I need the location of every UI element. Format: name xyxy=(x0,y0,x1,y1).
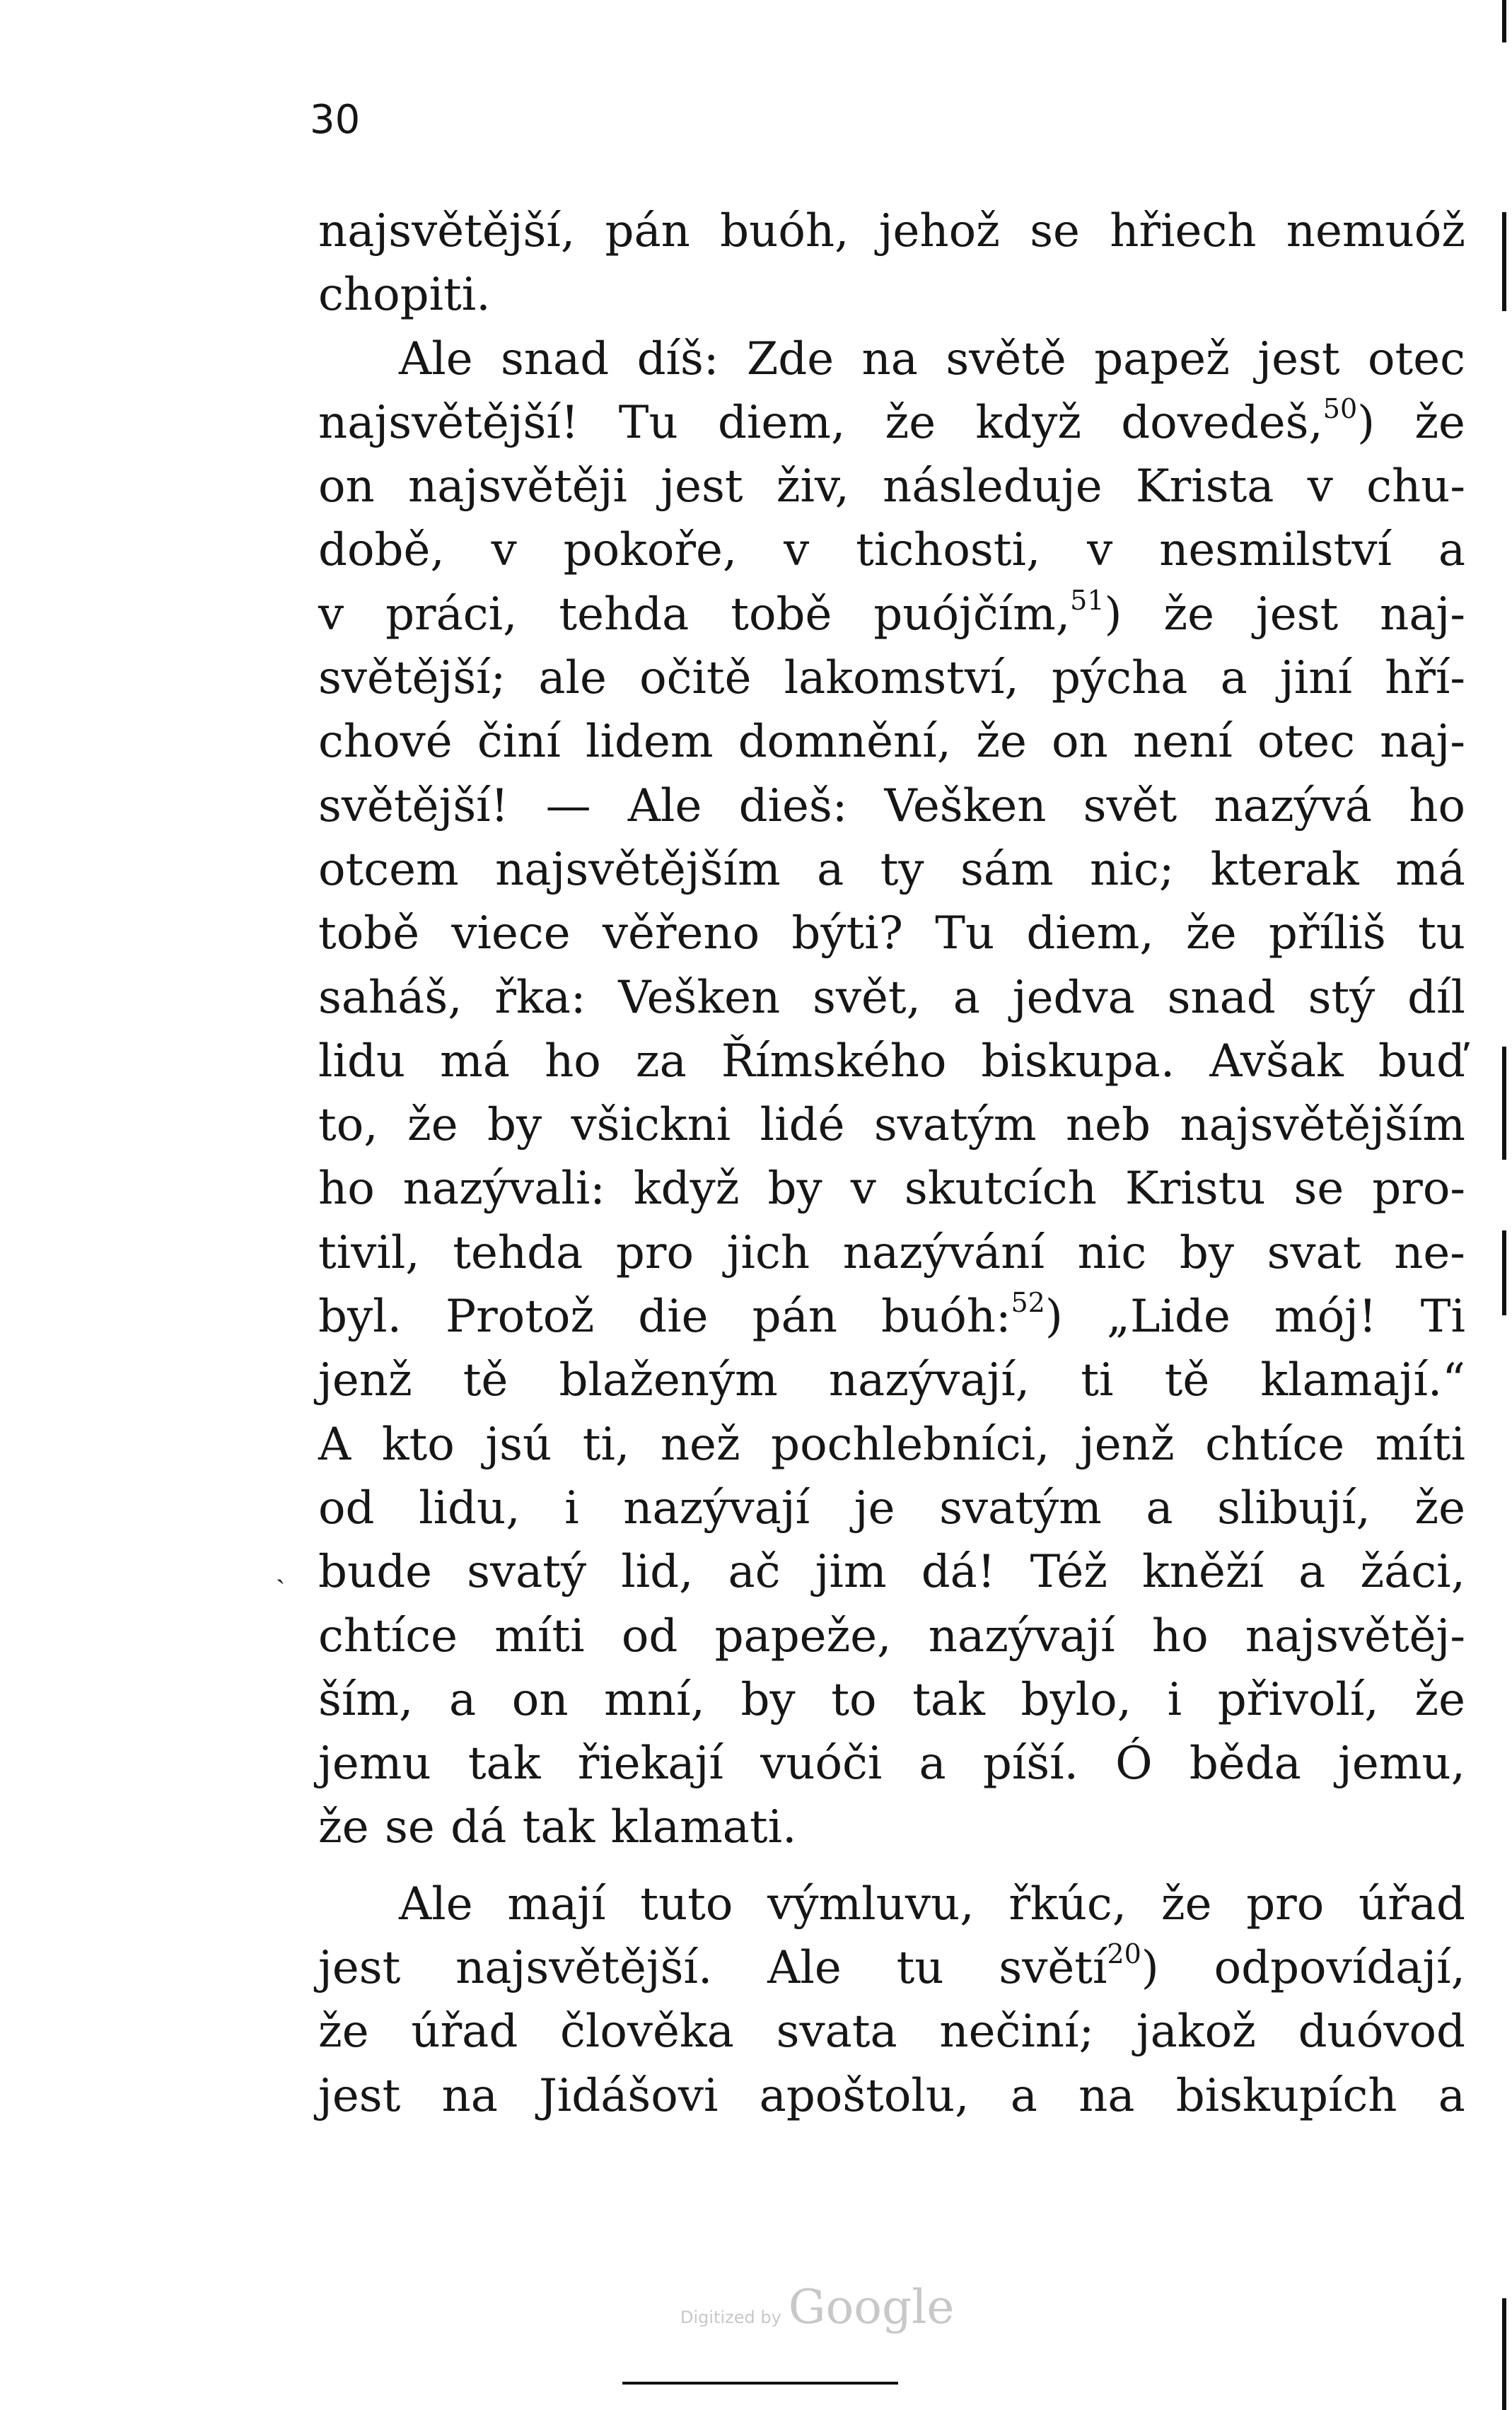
word: očitě xyxy=(639,652,752,705)
word: živ, xyxy=(776,460,849,513)
word: a xyxy=(1220,652,1248,705)
word: Tu xyxy=(618,396,678,449)
edge-rule-lower xyxy=(1502,1230,1506,1315)
word: Jidášovi xyxy=(539,2069,719,2122)
word: najsvětějším xyxy=(495,843,781,896)
word: a xyxy=(953,971,980,1024)
watermark-brand: Google xyxy=(788,2280,955,2334)
text-line xyxy=(318,455,1465,518)
word: bylo, xyxy=(1020,1673,1132,1726)
word: svatý xyxy=(467,1546,587,1599)
word: že xyxy=(1414,1481,1465,1535)
word: jest xyxy=(661,460,743,513)
text-line xyxy=(318,199,1465,263)
word: když xyxy=(633,1163,740,1216)
word: že xyxy=(1161,1878,1212,1931)
word: a xyxy=(1298,1546,1326,1599)
word: světí$^{20}$) xyxy=(999,1938,1159,1995)
word: buóh, xyxy=(720,205,849,257)
word: ne- xyxy=(1394,1226,1465,1279)
word: ho xyxy=(1151,1609,1209,1663)
word: a xyxy=(1438,2069,1465,2122)
word: pán xyxy=(605,205,690,257)
digitized-watermark xyxy=(680,2280,977,2334)
word: papeže, xyxy=(714,1609,892,1663)
word: tak xyxy=(467,1737,541,1791)
margin-mark: ˎ xyxy=(276,1552,286,1585)
word: snad xyxy=(1167,971,1276,1024)
word: od xyxy=(621,1609,678,1663)
word: die xyxy=(638,1291,709,1344)
footnote-ref: 50 xyxy=(1322,392,1358,424)
word: puójčím,$^{51}$) xyxy=(873,584,1122,641)
edge-rule-upper xyxy=(1502,212,1506,311)
word: Římského xyxy=(721,1035,947,1088)
word: klamati. xyxy=(610,1801,797,1854)
word: že xyxy=(318,1801,369,1854)
word: mní, xyxy=(604,1673,705,1726)
word: „Lide xyxy=(1106,1291,1231,1344)
word: pro- xyxy=(1372,1163,1465,1216)
word: světější; xyxy=(318,652,506,705)
word: pán xyxy=(752,1291,837,1344)
edge-rule-bottom xyxy=(1502,2298,1506,2410)
word: že xyxy=(1414,396,1465,449)
word: by xyxy=(767,1163,822,1216)
word: chové xyxy=(318,716,453,769)
word: Ale xyxy=(399,332,473,385)
text-line xyxy=(318,966,1465,1030)
word: v xyxy=(1087,524,1113,577)
word: že xyxy=(1186,907,1237,960)
word: a xyxy=(1146,1481,1173,1535)
word: pokoře, xyxy=(563,524,738,577)
text-line xyxy=(318,583,1465,646)
word: se xyxy=(1293,1163,1344,1216)
word: jehož xyxy=(878,205,1000,257)
footer-rule xyxy=(622,2382,898,2385)
word: papež xyxy=(1094,332,1230,385)
word: nic xyxy=(1077,1226,1147,1279)
word: řiekají xyxy=(577,1737,723,1791)
word: než xyxy=(660,1418,740,1471)
text-line xyxy=(318,1285,1465,1349)
word: má xyxy=(1395,843,1465,896)
word: jiní xyxy=(1279,652,1352,705)
word: jich xyxy=(726,1226,810,1279)
word: věřeno xyxy=(602,907,760,960)
word: najsvětější! xyxy=(318,396,579,449)
word: sám xyxy=(960,843,1054,896)
word: jakož xyxy=(1136,2006,1256,2059)
word: svatým xyxy=(873,1099,1037,1152)
word: je xyxy=(854,1481,895,1535)
word: nečiní; xyxy=(939,2006,1095,2059)
word: nazývají xyxy=(623,1481,810,1535)
word: se xyxy=(1030,205,1080,257)
word: jim xyxy=(815,1546,887,1599)
text-line xyxy=(318,1030,1465,1093)
word: že xyxy=(1163,588,1214,641)
word: mój! xyxy=(1274,1291,1377,1344)
word: světě xyxy=(946,332,1066,385)
word: otec xyxy=(1367,332,1465,385)
word: žáci, xyxy=(1360,1546,1465,1599)
word: píší. xyxy=(982,1737,1078,1791)
word: bude xyxy=(318,1546,433,1599)
text-line xyxy=(318,1093,1465,1157)
word: úřad xyxy=(411,2006,518,2059)
word: lakomství, xyxy=(784,652,1019,705)
word: Ale xyxy=(767,1942,842,1995)
word: míti xyxy=(494,1609,585,1663)
word: Protož xyxy=(446,1291,595,1344)
word: tuto xyxy=(640,1878,733,1931)
word: klamají.“ xyxy=(1260,1354,1465,1407)
word: i xyxy=(1167,1673,1182,1726)
word: tichosti, xyxy=(856,524,1041,577)
word: světější! xyxy=(318,779,509,832)
word: pýcha xyxy=(1052,652,1188,705)
word: díš: xyxy=(636,332,719,385)
word: že xyxy=(885,396,936,449)
word: tak xyxy=(522,1801,595,1854)
word: tě xyxy=(1164,1354,1210,1407)
word: chtíce xyxy=(318,1609,458,1663)
word: dá! xyxy=(921,1546,996,1599)
word: Kristu xyxy=(1124,1163,1266,1216)
word: tu xyxy=(896,1942,944,1995)
word: viece xyxy=(451,907,571,960)
word: blaženým xyxy=(559,1354,778,1407)
word: to xyxy=(831,1673,877,1726)
word: Ale xyxy=(399,1878,473,1931)
word: jest xyxy=(1257,332,1340,385)
word: hřiech xyxy=(1110,205,1257,257)
word: nesmilství xyxy=(1159,524,1392,577)
word: jemu, xyxy=(1338,1737,1465,1791)
text-line xyxy=(318,2064,1465,2128)
word: pochlebníci, xyxy=(771,1418,1050,1471)
word: mají xyxy=(507,1878,606,1931)
word: člověka xyxy=(560,2006,734,2059)
word: jest xyxy=(318,1942,401,1995)
word: ti xyxy=(1081,1354,1114,1407)
word: příliš xyxy=(1268,907,1386,960)
text-line xyxy=(318,2000,1465,2063)
word: Vešken xyxy=(618,971,781,1024)
word: že xyxy=(1414,1673,1465,1726)
word: Krista xyxy=(1135,460,1274,513)
word: hří- xyxy=(1385,652,1465,705)
text-line xyxy=(318,1795,1465,1859)
word: míti xyxy=(1375,1418,1465,1471)
word: to, xyxy=(318,1099,378,1152)
word: dá xyxy=(450,1801,507,1854)
footnote-ref: 20 xyxy=(1107,1938,1141,1970)
word: slibují, xyxy=(1217,1481,1371,1535)
word: jsú xyxy=(485,1418,552,1471)
word: on xyxy=(1052,716,1108,769)
word: Avšak xyxy=(1209,1035,1344,1088)
word: ho xyxy=(545,1035,601,1088)
edge-rule-top xyxy=(1502,0,1506,42)
word: že xyxy=(976,716,1027,769)
word: diem, xyxy=(1026,907,1154,960)
word: ším, xyxy=(318,1673,414,1726)
word: — xyxy=(545,779,591,832)
word: lid, xyxy=(621,1546,694,1599)
word: a xyxy=(1010,2069,1037,2122)
word: jedva xyxy=(1012,971,1135,1024)
word: díl xyxy=(1407,971,1465,1024)
word: nazývá xyxy=(1214,779,1373,832)
word: najsvětějším xyxy=(1180,1099,1465,1152)
word: lidé xyxy=(760,1099,845,1152)
word: svata xyxy=(776,2006,897,2059)
word: na xyxy=(441,2069,498,2122)
word: jest xyxy=(318,2069,401,2122)
page-number: 30 xyxy=(310,97,361,143)
word: otcem xyxy=(318,843,459,896)
word: v xyxy=(318,588,344,641)
text-line xyxy=(318,710,1465,774)
word: byl. xyxy=(318,1291,402,1344)
word: všickni xyxy=(571,1099,731,1152)
text-line xyxy=(318,1349,1465,1412)
word: jest xyxy=(1255,588,1339,641)
word: odpovídají, xyxy=(1214,1942,1465,1995)
word: by xyxy=(1179,1226,1234,1279)
word: najsvětější. xyxy=(455,1942,713,1995)
word: nic; xyxy=(1090,843,1175,896)
text-line xyxy=(318,1732,1465,1795)
word: najsvětěj- xyxy=(1245,1609,1465,1663)
word: by xyxy=(740,1673,796,1726)
word: tivil, xyxy=(318,1226,420,1279)
word: pro xyxy=(1246,1878,1325,1931)
word: svatým xyxy=(939,1481,1102,1535)
word: a xyxy=(448,1673,477,1726)
word: činí xyxy=(477,716,561,769)
word: chopiti. xyxy=(318,269,491,322)
word: Tu xyxy=(935,907,995,960)
text-line xyxy=(318,1605,1465,1668)
word: tě xyxy=(463,1354,508,1407)
word: v xyxy=(491,524,517,577)
word: ty xyxy=(880,843,924,896)
word: výmluvu, xyxy=(767,1878,975,1931)
text-line xyxy=(318,1936,1465,2000)
word: otec xyxy=(1257,716,1355,769)
watermark-prefix: Digitized by xyxy=(680,2307,781,2327)
word: on xyxy=(318,460,375,513)
word: že xyxy=(407,1099,458,1152)
word: Ti xyxy=(1420,1291,1465,1344)
text-line xyxy=(318,838,1465,902)
word: a xyxy=(919,1737,946,1791)
word: najsvětěji xyxy=(408,460,627,513)
word: diem, xyxy=(717,396,846,449)
footnote-ref: 52 xyxy=(1011,1287,1045,1319)
word: i xyxy=(564,1481,579,1535)
word: se xyxy=(384,1801,435,1854)
text-line xyxy=(318,263,1465,327)
word: kto xyxy=(381,1418,455,1471)
word: snad xyxy=(500,332,610,385)
footnote-ref: 51 xyxy=(1070,584,1105,616)
word: jenž xyxy=(318,1354,412,1407)
word: není xyxy=(1132,716,1233,769)
word: dieš: xyxy=(738,779,848,832)
word: lidu xyxy=(318,1035,406,1088)
word: tu xyxy=(1417,907,1465,960)
word: on xyxy=(511,1673,569,1726)
text-line xyxy=(318,1668,1465,1732)
word: řkúc, xyxy=(1008,1878,1127,1931)
word: tehda xyxy=(559,588,690,641)
word: na xyxy=(1078,2069,1135,2122)
word: apoštolu, xyxy=(759,2069,970,2122)
word: stý xyxy=(1308,971,1376,1024)
word: ho xyxy=(1409,779,1465,832)
body-text xyxy=(318,199,1465,2128)
word: době, xyxy=(318,524,445,577)
word: lidu, xyxy=(419,1481,521,1535)
word: duóvod xyxy=(1298,2006,1465,2059)
word: ale xyxy=(538,652,607,705)
word: dovedeš,$^{50}$) xyxy=(1121,392,1376,449)
word: kterak xyxy=(1210,843,1359,896)
word: nazývání xyxy=(842,1226,1045,1279)
word: saháš, xyxy=(318,971,463,1024)
word: by xyxy=(487,1099,542,1152)
word: biskupa. xyxy=(981,1035,1175,1088)
word: tehda xyxy=(453,1226,583,1279)
word: buóh:$^{52}$) xyxy=(881,1287,1063,1344)
word: od xyxy=(318,1481,375,1535)
word: Též xyxy=(1030,1546,1107,1599)
word: pro xyxy=(615,1226,694,1279)
word: naj- xyxy=(1380,716,1465,769)
word: Vešken xyxy=(884,779,1047,832)
word: nazývají xyxy=(928,1609,1115,1663)
word: tak xyxy=(912,1673,985,1726)
text-line xyxy=(318,327,1465,391)
word: má xyxy=(440,1035,511,1088)
word: ti, xyxy=(582,1418,630,1471)
word: ač xyxy=(728,1546,781,1599)
word: jenž xyxy=(1080,1418,1175,1471)
word: Ale xyxy=(627,779,702,832)
word: v xyxy=(784,524,810,577)
word: nazývali: xyxy=(402,1163,605,1216)
text-line xyxy=(318,902,1465,965)
text-line xyxy=(318,1413,1465,1477)
word: svat xyxy=(1267,1226,1361,1279)
text-line xyxy=(318,1157,1465,1221)
word: Ó xyxy=(1115,1737,1153,1791)
word: v xyxy=(850,1163,876,1216)
word: že xyxy=(318,2006,369,2059)
word: buď xyxy=(1378,1035,1465,1088)
word: skutcích xyxy=(904,1163,1097,1216)
word: svět xyxy=(1083,779,1177,832)
word: neb xyxy=(1065,1099,1151,1152)
word: tobě xyxy=(318,907,420,960)
word: vuóči xyxy=(760,1737,883,1791)
text-line xyxy=(318,518,1465,582)
word: svět, xyxy=(813,971,921,1024)
word: kněží xyxy=(1142,1546,1264,1599)
word: Zde xyxy=(746,332,834,385)
text-line xyxy=(318,646,1465,710)
word: nemuóž xyxy=(1286,205,1465,257)
text-line xyxy=(318,1540,1465,1604)
word: býti? xyxy=(791,907,903,960)
word: následuje xyxy=(883,460,1103,513)
word: a xyxy=(1438,524,1465,577)
word: lidem xyxy=(586,716,714,769)
word: tobě xyxy=(731,588,832,641)
word: ho xyxy=(318,1163,375,1216)
word: domnění, xyxy=(738,716,952,769)
word: když xyxy=(975,396,1081,449)
word: na xyxy=(861,332,918,385)
edge-rule-middle xyxy=(1502,1047,1506,1160)
word: v xyxy=(1307,460,1333,513)
word: chtíce xyxy=(1205,1418,1345,1471)
text-line xyxy=(318,1221,1465,1285)
word: přivolí, xyxy=(1217,1673,1379,1726)
word: za xyxy=(635,1035,687,1088)
word: A xyxy=(318,1418,351,1471)
text-line xyxy=(318,774,1465,838)
word: běda xyxy=(1189,1737,1301,1791)
word: řka: xyxy=(494,971,586,1024)
text-line xyxy=(318,1477,1465,1540)
word: chu- xyxy=(1366,460,1465,513)
word: úřad xyxy=(1359,1878,1465,1931)
word: a xyxy=(817,843,844,896)
word: naj- xyxy=(1380,588,1465,641)
word: biskupích xyxy=(1175,2069,1397,2122)
word: jemu xyxy=(318,1737,431,1791)
word: najsvětější, xyxy=(318,205,576,257)
word: práci, xyxy=(385,588,518,641)
word: nazývají, xyxy=(828,1354,1030,1407)
text-line xyxy=(318,391,1465,455)
text-line xyxy=(318,1873,1465,1936)
